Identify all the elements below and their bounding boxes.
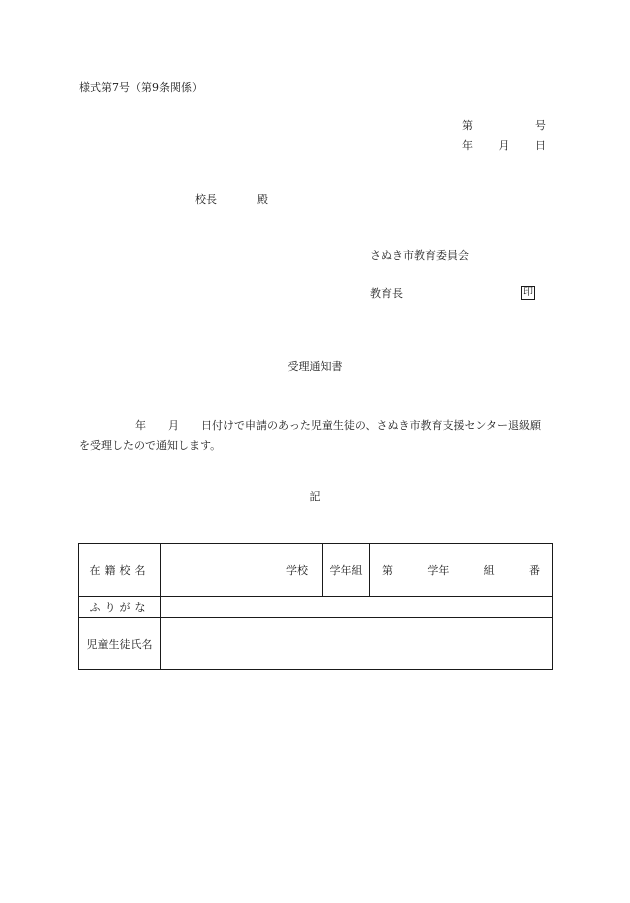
- grade-suffix: 学年: [427, 564, 450, 577]
- student-info-table: [78, 543, 553, 670]
- ki-heading: 記: [309, 490, 321, 503]
- school-label: 在籍校名: [79, 544, 161, 597]
- date-row: [462, 140, 546, 160]
- document-number-dai: 第: [462, 119, 473, 132]
- body-year: 年: [135, 419, 146, 432]
- name-row: [79, 618, 553, 670]
- document-number-row: [462, 120, 546, 140]
- form-number: 様式第7号（第9条関係）: [79, 81, 203, 94]
- date-year: 年: [462, 139, 473, 152]
- number-suffix: 番: [528, 564, 540, 577]
- addressee: [195, 194, 268, 205]
- body-text: 日付けで申請のあった児童生徒の、さぬき市教育支援センター退級願を受理したので通知します。: [79, 419, 542, 452]
- addressee-title: 校長: [195, 193, 217, 206]
- date-month: 月: [498, 139, 510, 152]
- document-number-go: 号: [535, 119, 546, 132]
- furigana-field[interactable]: [161, 597, 553, 618]
- school-suffix: 学校: [286, 564, 308, 577]
- grade-dai: 第: [382, 564, 393, 577]
- document-number-block: [462, 120, 546, 160]
- date-day: 日: [535, 139, 546, 152]
- sender-title: 教育長: [370, 287, 403, 300]
- name-label: 児童生徒氏名: [79, 618, 161, 670]
- grade-class-field[interactable]: [370, 544, 553, 597]
- school-row: [79, 544, 553, 597]
- addressee-honorific: 殿: [257, 193, 268, 206]
- body-paragraph: [79, 416, 551, 456]
- body-month: 月: [168, 419, 179, 432]
- seal-mark: 印: [523, 287, 533, 298]
- class-suffix: 組: [483, 564, 495, 577]
- school-field[interactable]: [161, 544, 323, 597]
- sender-organization: さぬき市教育委員会: [370, 249, 469, 262]
- name-field[interactable]: [161, 618, 553, 670]
- furigana-row: [79, 597, 553, 618]
- furigana-label: ふりがな: [79, 597, 161, 618]
- grade-class-label: 学年組: [323, 544, 370, 597]
- document-title: 受理通知書: [287, 360, 343, 373]
